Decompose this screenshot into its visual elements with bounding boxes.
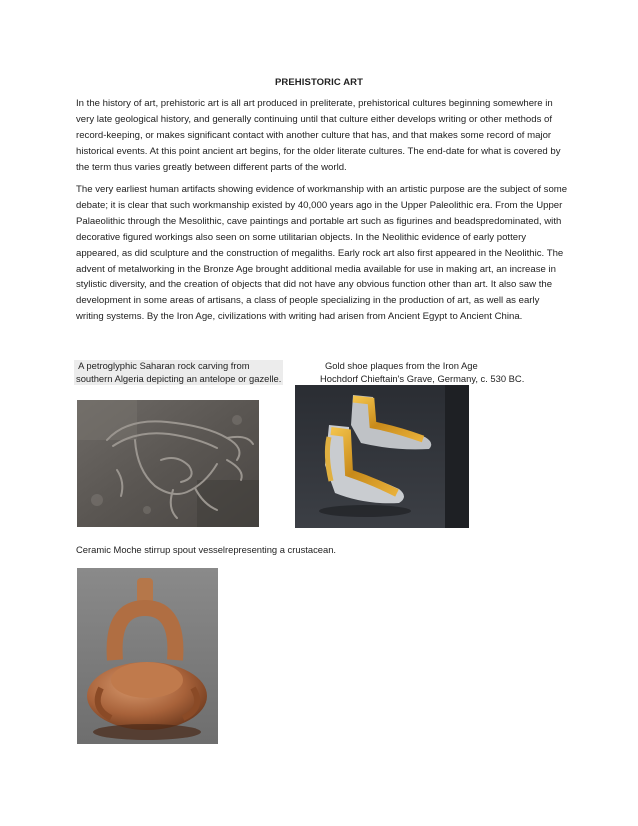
moche-vessel-photo (77, 568, 218, 744)
figure-caption-gold-shoes (320, 360, 524, 385)
caption-line: southern Algeria depicting an antelope or gazelle. (76, 372, 282, 384)
page-title: PREHISTORIC ART (274, 77, 364, 88)
figure-caption-rock-carving (74, 360, 283, 385)
gold-shoes-photo (295, 385, 469, 528)
caption-line: Gold shoe plaques from the Iron Age (325, 360, 478, 371)
rock-carving-photo (77, 400, 259, 527)
paragraph-history: The very earliest human artifacts showing evidence of workmanship with an artistic purpose are the subject of some debate; it is clear that such workmanship existed by 40,000 years ago in the Upper Paleolithic era. From the Upper Palaeolithic through the Mesolithic, cave paintings and portable art such as figurines and beadspredominated, with decorative figured workings also seen on some utilitarian objects. In the Neolithic evidence of early pottery appeared, as did sculpture and the construction of megaliths. Early rock art also first appeared in the Neolithic. The advent of metalworking in the Bronze Age brought additional media available for use in making art, an increase in stylistic diversity, and the creation of objects that did not have any obvious function other than art. It also saw the development in some areas of artisans, a class of people specializing in the production of art, as well as early writing systems. By the Iron Age, civilizations with writing had arisen from Ancient Egypt to Ancient China. (76, 184, 568, 323)
paragraph-intro: In the history of art, prehistoric art is all art produced in preliterate, prehistorical cultures beginning somewhere in very late geological history, and generally continuing until that culture either develops writing or other methods of record-keeping, or makes significant contact with another culture that has, and that makes some record of major historical events. At this point ancient art begins, for the older literate cultures. The end-date for what is covered by the term thus varies greatly between different parts of the world. (76, 98, 561, 173)
caption-line: Hochdorf Chieftain's Grave, Germany, c. 530 BC. (320, 372, 525, 384)
caption-line: A petroglyphic Saharan rock carving from (76, 360, 250, 371)
figure-caption-moche-vessel: Ceramic Moche stirrup spout vesselrepresenting a crustacean. (76, 544, 337, 555)
